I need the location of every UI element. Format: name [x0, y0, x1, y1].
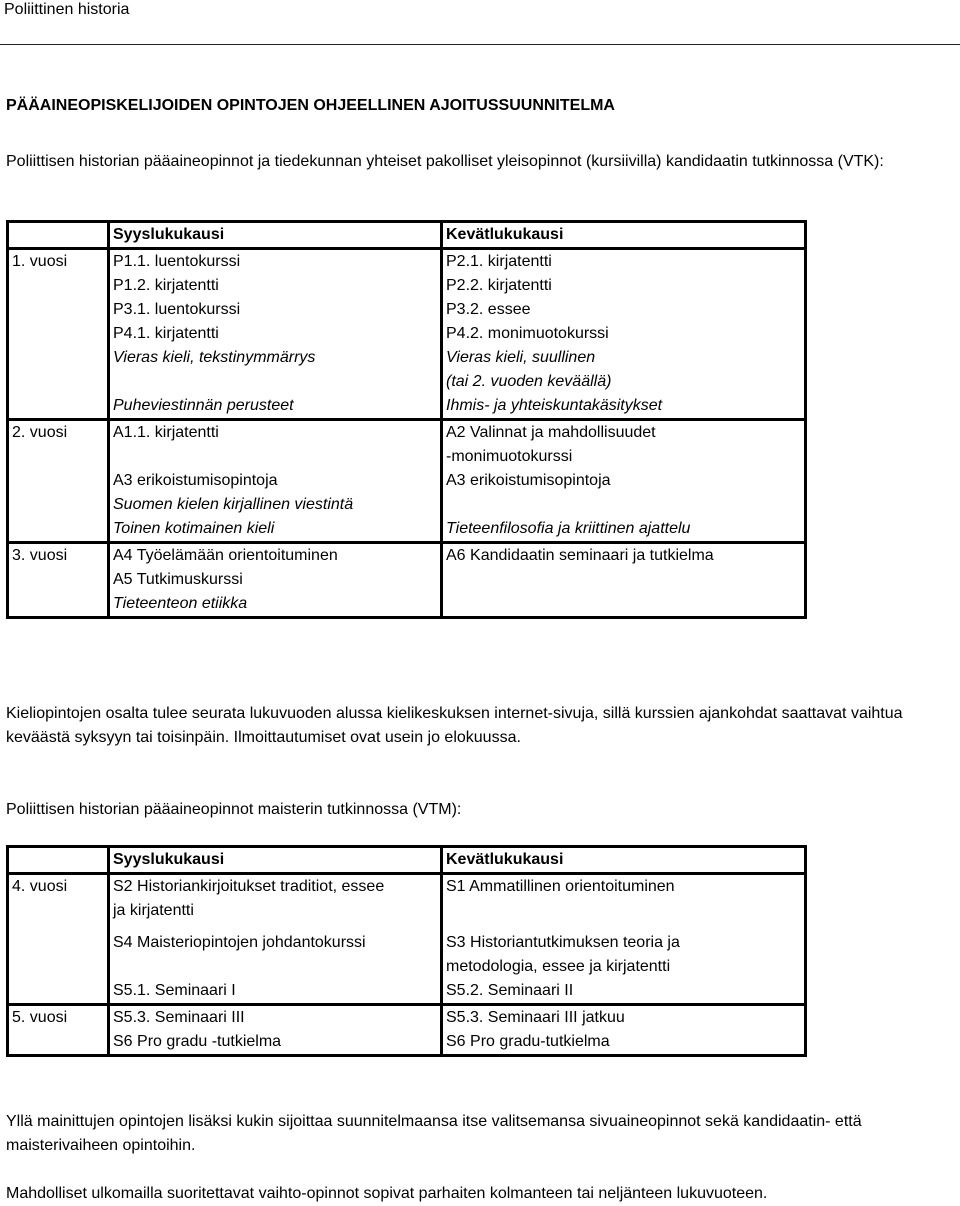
table-row: [8, 1005, 806, 1031]
course-cell: P2.1. kirjatentti: [442, 249, 806, 275]
table-header-row: [8, 222, 806, 249]
course-cell: S5.1. Seminaari I: [109, 979, 442, 1005]
course-line: Vieras kieli, suullinen: [446, 349, 596, 366]
course-cell: P1.2. kirjatentti: [109, 274, 442, 298]
table-row: [8, 543, 806, 569]
course-cell: Suomen kielen kirjallinen viestintä: [109, 493, 442, 517]
table-row: [8, 979, 806, 1005]
spring-header: Kevätlukukausi: [442, 847, 806, 874]
intro-vtm: Poliittisen historian pääaineopinnot maisterin tutkinnossa (VTM):: [6, 801, 462, 818]
table-row: [8, 517, 806, 543]
table-row: [8, 420, 806, 470]
course-cell: A3 erikoistumisopintoja: [442, 469, 806, 493]
year-label: 2. vuosi: [8, 420, 109, 470]
table-row: [8, 346, 806, 394]
course-cell: [109, 874, 442, 932]
header-divider: [0, 44, 960, 45]
course-cell: S6 Pro gradu-tutkielma: [442, 1030, 806, 1056]
table-row: [8, 298, 806, 322]
course-cell: Puheviestinnän perusteet: [109, 394, 442, 420]
course-cell: [442, 493, 806, 517]
course-line: ja kirjatentti: [113, 902, 194, 919]
course-cell: P3.1. luentokurssi: [109, 298, 442, 322]
course-cell: Tieteenteon etiikka: [109, 592, 442, 618]
course-cell: [442, 592, 806, 618]
autumn-header: Syyslukukausi: [109, 847, 442, 874]
year-label: 5. vuosi: [8, 1005, 109, 1031]
table-header-row: [8, 847, 806, 874]
course-cell: [442, 420, 806, 470]
course-cell: S4 Maisteriopintojen johdantokurssi: [109, 931, 442, 979]
table-row: [8, 274, 806, 298]
year-header-cell: [8, 847, 109, 874]
course-cell: S1 Ammatillinen orientoituminen: [442, 874, 806, 932]
course-cell: P1.1. luentokurssi: [109, 249, 442, 275]
table-row: [8, 493, 806, 517]
course-cell: A3 erikoistumisopintoja: [109, 469, 442, 493]
course-cell: P4.1. kirjatentti: [109, 322, 442, 346]
course-cell: A6 Kandidaatin seminaari ja tutkielma: [442, 543, 806, 569]
exchange-note: Mahdolliset ulkomailla suoritettavat vaihto-opinnot sopivat parhaiten kolmanteen tai neljänteen lukuvuoteen.: [6, 1185, 768, 1202]
page-title: PÄÄAINEOPISKELIJOIDEN OPINTOJEN OHJEELLINEN AJOITUSSUUNNITELMA: [6, 97, 615, 114]
course-cell: [442, 346, 806, 394]
year-label: 1. vuosi: [8, 249, 109, 275]
course-cell: A4 Työelämään orientoituminen: [109, 543, 442, 569]
page-header-title: Poliittinen historia: [4, 1, 130, 18]
intro-vtk: Poliittisen historian pääaineopinnot ja tiedekunnan yhteiset pakolliset yleisopinnot (kursiivilla) kandidaatin tutkinnossa (VTK):: [6, 153, 884, 170]
course-cell: P4.2. monimuotokurssi: [442, 322, 806, 346]
table-row: [8, 394, 806, 420]
vtm-schedule-table: [6, 845, 807, 1057]
course-line: S3 Historiantutkimuksen teoria ja: [446, 934, 680, 951]
spring-header: Kevätlukukausi: [442, 222, 806, 249]
course-cell: S5.2. Seminaari II: [442, 979, 806, 1005]
language-note: Kieliopintojen osalta tulee seurata lukuvuoden alussa kielikeskuksen internet-sivuja, sillä kurssien ajankohdat saattavat vaihtua keväästä syksyyn tai toisinpäin. Ilmoittautumiset ovat usein jo elokuussa.: [6, 705, 903, 746]
table-row: [8, 568, 806, 592]
autumn-header: Syyslukukausi: [109, 222, 442, 249]
course-line: A2 Valinnat ja mahdollisuudet: [446, 424, 656, 441]
vtk-schedule-table: [6, 220, 807, 619]
year-label: 4. vuosi: [8, 874, 109, 932]
table-row: [8, 1030, 806, 1056]
table-row: [8, 322, 806, 346]
course-line: S2 Historiankirjoitukset traditiot, essee: [113, 878, 385, 895]
course-cell: P2.2. kirjatentti: [442, 274, 806, 298]
course-cell: Toinen kotimainen kieli: [109, 517, 442, 543]
table-row: [8, 931, 806, 979]
course-cell: Vieras kieli, tekstinymmärrys: [109, 346, 442, 394]
course-line: (tai 2. vuoden keväällä): [446, 373, 612, 390]
course-cell: S6 Pro gradu -tutkielma: [109, 1030, 442, 1056]
year-header-cell: [8, 222, 109, 249]
course-cell: Ihmis- ja yhteiskuntakäsitykset: [442, 394, 806, 420]
course-cell: Tieteenfilosofia ja kriittinen ajattelu: [442, 517, 806, 543]
table-row: [8, 469, 806, 493]
course-line: metodologia, essee ja kirjatentti: [446, 958, 671, 975]
table-row: [8, 874, 806, 932]
table-row: [8, 249, 806, 275]
course-cell: S5.3. Seminaari III: [109, 1005, 442, 1031]
course-cell: [442, 568, 806, 592]
course-cell: A5 Tutkimuskurssi: [109, 568, 442, 592]
year-label: 3. vuosi: [8, 543, 109, 569]
course-cell: P3.2. essee: [442, 298, 806, 322]
course-cell: S5.3. Seminaari III jatkuu: [442, 1005, 806, 1031]
minor-studies-note: Yllä mainittujen opintojen lisäksi kukin sijoittaa suunnitelmaansa itse valitsemansa sivuaineopinnot sekä kandidaatin- että maisterivaiheen opintoihin.: [6, 1113, 862, 1154]
course-line: -monimuotokurssi: [446, 448, 573, 465]
table-row: [8, 592, 806, 618]
course-cell: [442, 931, 806, 979]
course-cell: A1.1. kirjatentti: [109, 420, 442, 470]
